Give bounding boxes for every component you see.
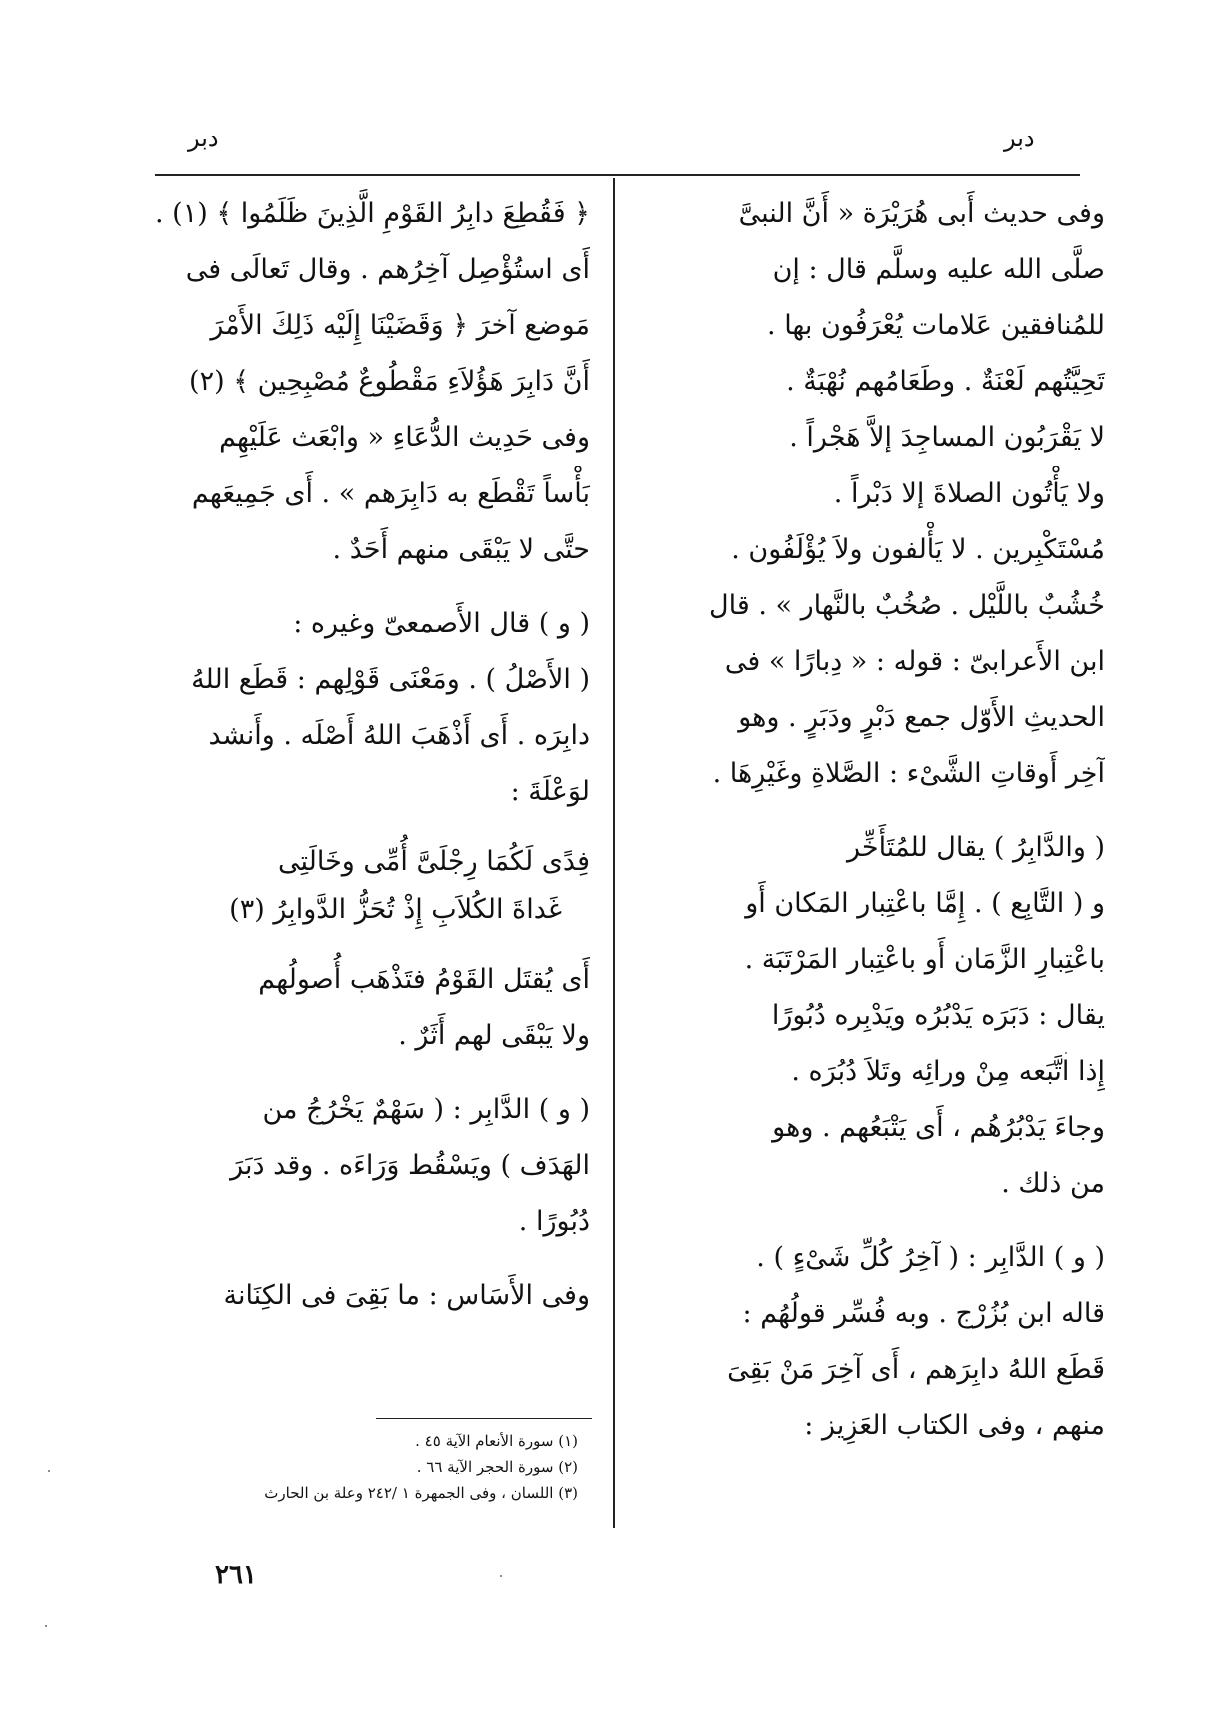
text-line: من ذلك . bbox=[1001, 1168, 1105, 1199]
text-line: وجاءَ يَدْبُرُهُم ، أَى يَتْبَعُهم . وهو bbox=[772, 1112, 1105, 1143]
text-line: تَحِيَّتُهم لَعْنَةٌ . وطَعَامُهم نُهْبَةٌ . bbox=[786, 366, 1105, 397]
text-line: دُبُورًا . bbox=[518, 1206, 590, 1237]
header-root-word-left: دبر bbox=[188, 124, 219, 152]
text-line: ولا يَأْتُون الصلاةَ إلا دَبْراً . bbox=[833, 478, 1105, 509]
text-line: وفى حَدِيث الدُّعَاءِ « وابْعَث عَلَيْهِم bbox=[219, 422, 590, 453]
text-line: إِذا اتَّبَعه مِنْ ورائِه وتَلاَ دُبُرَه . bbox=[791, 1056, 1105, 1087]
text-line: ( و ) قال الأَصمعىّ وغيره : bbox=[293, 608, 590, 639]
scan-speck bbox=[1065, 1052, 1067, 1054]
text-line: للمُنافقين عَلامات يُعْرَفُون بها . bbox=[767, 310, 1105, 341]
text-line: ( و ) الدَّابِر : ( آخِرُ كُلِّ شَىْءٍ ) . bbox=[756, 1242, 1105, 1273]
scan-speck bbox=[45, 1625, 47, 1627]
column-divider bbox=[613, 178, 615, 1528]
footnotes bbox=[150, 1428, 578, 1506]
poem-verse-first: فِدًى لَكُمَا رِجْلَىَّ أُمِّى وخَالَتِى bbox=[278, 846, 590, 877]
text-line: ( و ) الدَّابِر : ( سَهْمٌ يَخْرُجُ من bbox=[262, 1094, 590, 1125]
text-line: منهم ، وفى الكتاب العَزِيز : bbox=[804, 1410, 1105, 1441]
text-line: و ( التَّابِع ) . إِمَّا باعْتِبار المَكان أَو bbox=[745, 888, 1105, 919]
text-line: يقال : دَبَرَه يَدْبُرُه ويَدْبِره دُبُورًا bbox=[771, 1000, 1105, 1031]
text-line: ابن الأَعرابىّ : قوله : « دِبارًا » فى bbox=[724, 646, 1105, 677]
text-line: بَأْساً تَقْطَع به دَابِرَهم » . أَى جَمِيعَهم bbox=[191, 478, 590, 509]
footnote-rule bbox=[376, 1418, 592, 1419]
poem-verse-second: غَداةَ الكُلاَبِ إِذْ تُحَزُّ الدَّوابِرُ (٣) bbox=[229, 894, 562, 925]
scan-speck bbox=[500, 1575, 502, 1577]
text-line: مُسْتَكْبِرين . لا يَأْلفون ولاَ يُؤْلَفُون . bbox=[731, 534, 1105, 565]
text-line: حتَّى لا يَبْقَى منهم أَحَدٌ . bbox=[332, 534, 590, 565]
text-line: دابِرَه . أَى أَذْهَبَ اللهُ أَصْلَه . وأَنشد bbox=[208, 720, 590, 751]
header-root-word-right: دبر bbox=[1004, 124, 1035, 152]
text-line: الحديثِ الأَوّل جمع دَبْرٍ ودَبَرٍ . وهو bbox=[738, 702, 1105, 733]
text-line: لا يَقْرَبُون المساجِدَ إلاَّ هَجْراً . bbox=[789, 422, 1105, 453]
text-line: وفى حديث أَبى هُرَيْرَة « أَنَّ النبىَّ bbox=[738, 198, 1105, 229]
text-line: ( الأَصْلُ ) . ومَعْنَى قَوْلِهم : قَطَع اللهُ bbox=[191, 664, 590, 695]
text-line: وفى الأَسَاس : ما بَقِىَ فى الكِنَانة bbox=[223, 1280, 590, 1311]
footnote-1: (١) سورة الأنعام الآية ٤٥ . bbox=[415, 1432, 578, 1450]
text-line: الهَدَف ) ويَسْقُط وَرَاءَه . وقد دَبَرَ bbox=[230, 1150, 590, 1181]
text-line: آخِر أَوقاتِ الشَّىْء : الصَّلاةِ وغَيْرِهَا . bbox=[712, 758, 1105, 789]
text-line: مَوضع آخرَ ﴿ وَقَضَيْنَا إِلَيْه ذَلِكَ الأَمْرَ bbox=[210, 310, 590, 341]
page-number: ٢٦١ bbox=[215, 1560, 257, 1590]
text-line: باعْتِبارِ الزَّمَان أَو باعْتِبار المَرْتَبَة . bbox=[744, 944, 1105, 975]
text-line: صلَّى الله عليه وسلَّم قال : إن bbox=[772, 254, 1105, 285]
left-column bbox=[150, 186, 590, 1324]
right-column bbox=[640, 186, 1105, 1454]
footnote-3: (٣) اللسان ، وفى الجمهرة ١ /٢٤٢ وعلة بن الحارث bbox=[264, 1484, 578, 1502]
footnote-2: (٢) سورة الحجر الآية ٦٦ . bbox=[416, 1458, 578, 1476]
scan-speck bbox=[48, 1470, 50, 1472]
text-line: ﴿ فَقُطِعَ دابِرُ القَوْمِ الَّذِينَ ظَلَمُوا ﴾ (١) . bbox=[155, 198, 590, 229]
text-line: ولا يَبْقَى لهم أَثَرٌ . bbox=[398, 1020, 590, 1051]
text-line: قاله ابن بُزُرْج . وبه فُسِّر قولُهُم : bbox=[742, 1298, 1105, 1329]
text-line: أَنَّ دَابِرَ هَؤُلاَءِ مَقْطُوعٌ مُصْبِحِين ﴾ (٢) bbox=[189, 366, 590, 397]
text-line: لوَعْلَةَ : bbox=[510, 776, 590, 807]
text-line: قَطَع اللهُ دابِرَهم ، أَى آخِرَ مَنْ بَقِىَ bbox=[727, 1354, 1105, 1385]
header-rule bbox=[155, 174, 1080, 176]
text-line: خُشُبٌ باللَّيْل . صُخُبٌ بالنَّهار » . قال bbox=[709, 590, 1105, 621]
text-line: أَى استُؤْصِل آخِرُهم . وقال تَعالَى فى bbox=[185, 254, 590, 285]
text-line: ( والدَّابِرُ ) يقال للمُتَأَخِّر bbox=[846, 832, 1105, 863]
text-line: أَى يُقتَل القَوْمُ فتَذْهَب أُصولُهم bbox=[258, 964, 590, 995]
